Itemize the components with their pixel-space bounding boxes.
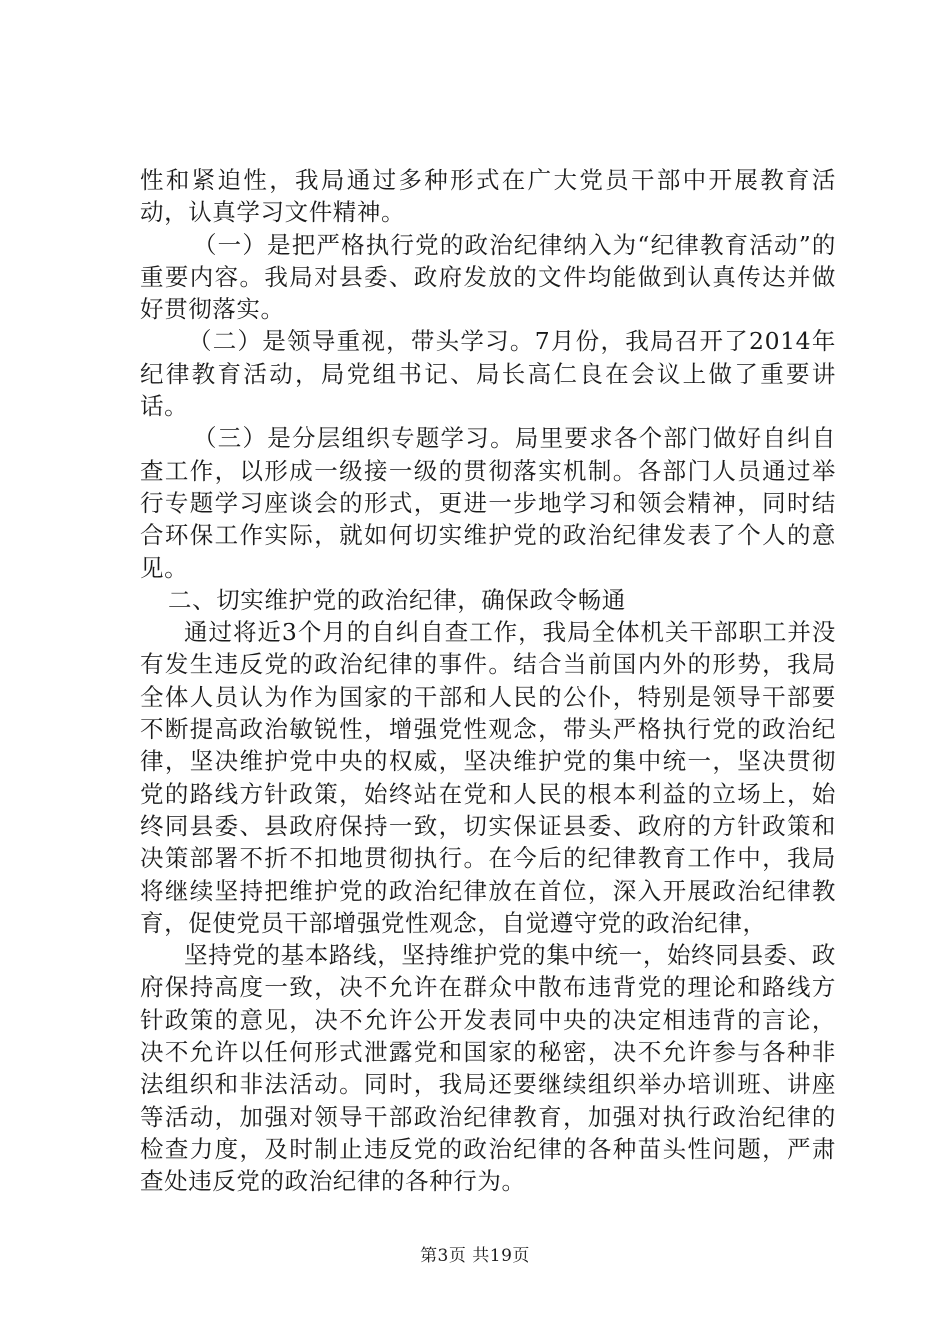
- document-body: [140, 164, 836, 1198]
- paragraph-item-three: （三）是分层组织专题学习。局里要求各个部门做好自纠自查工作，以形成一级接一级的贯彻落实机制。各部门人员通过举行专题学习座谈会的形式，更进一步地学习和领会精神，同时结合环保工作实际，就如何切实维护党的政治纪律发表了个人的意见。: [140, 424, 836, 582]
- page-number-footer: 第3页 共19页: [420, 1246, 530, 1266]
- paragraph-continuation: 性和紧迫性，我局通过多种形式在广大党员干部中开展教育活动，认真学习文件精神。: [140, 166, 836, 227]
- section-heading-two: 二、切实维护党的政治纪律，确保政令畅通: [168, 585, 626, 614]
- paragraph-section-two-body: 通过将近3个月的自纠自查工作，我局全体机关干部职工并没有发生违反党的政治纪律的事件。结合当前国内外的形势，我局全体人员认为作为国家的干部和人民的公仆，特别是领导干部要不断提高政治敏锐性，增强党性观念，带头严格执行党的政治纪律，坚决维护党中央的权威，坚决维护党的集中统一，坚决贯彻党的路线方针政策，始终站在党和人民的根本利益的立场上，始终同县委、县政府保持一致，切实保证县委、政府的方针政策和决策部署不折不扣地贯彻执行。在今后的纪律教育工作中，我局将继续坚持把维护党的政治纪律放在首位，深入开展政治纪律教育，促使党员干部增强党性观念，自觉遵守党的政治纪律，: [140, 618, 836, 937]
- paragraph-section-two-continued: 坚持党的基本路线，坚持维护党的集中统一，始终同县委、政府保持高度一致，决不允许在群众中散布违背党的理论和路线方针政策的意见，决不允许公开发表同中央的决定相违背的言论，决不允许以任何形式泄露党和国家的秘密，决不允许参与各种非法组织和非法活动。同时，我局还要继续组织举办培训班、讲座等活动，加强对领导干部政治纪律教育，加强对执行政治纪律的检查力度，及时制止违反党的政治纪律的各种苗头性问题，严肃查处违反党的政治纪律的各种行为。: [140, 941, 836, 1196]
- paragraph-item-one: （一）是把严格执行党的政治纪律纳入为“纪律教育活动”的重要内容。我局对县委、政府发放的文件均能做到认真传达并做好贯彻落实。: [140, 230, 836, 324]
- paragraph-item-two: （二）是领导重视，带头学习。7月份，我局召开了2014年纪律教育活动，局党组书记、局长高仁良在会议上做了重要讲话。: [140, 327, 836, 421]
